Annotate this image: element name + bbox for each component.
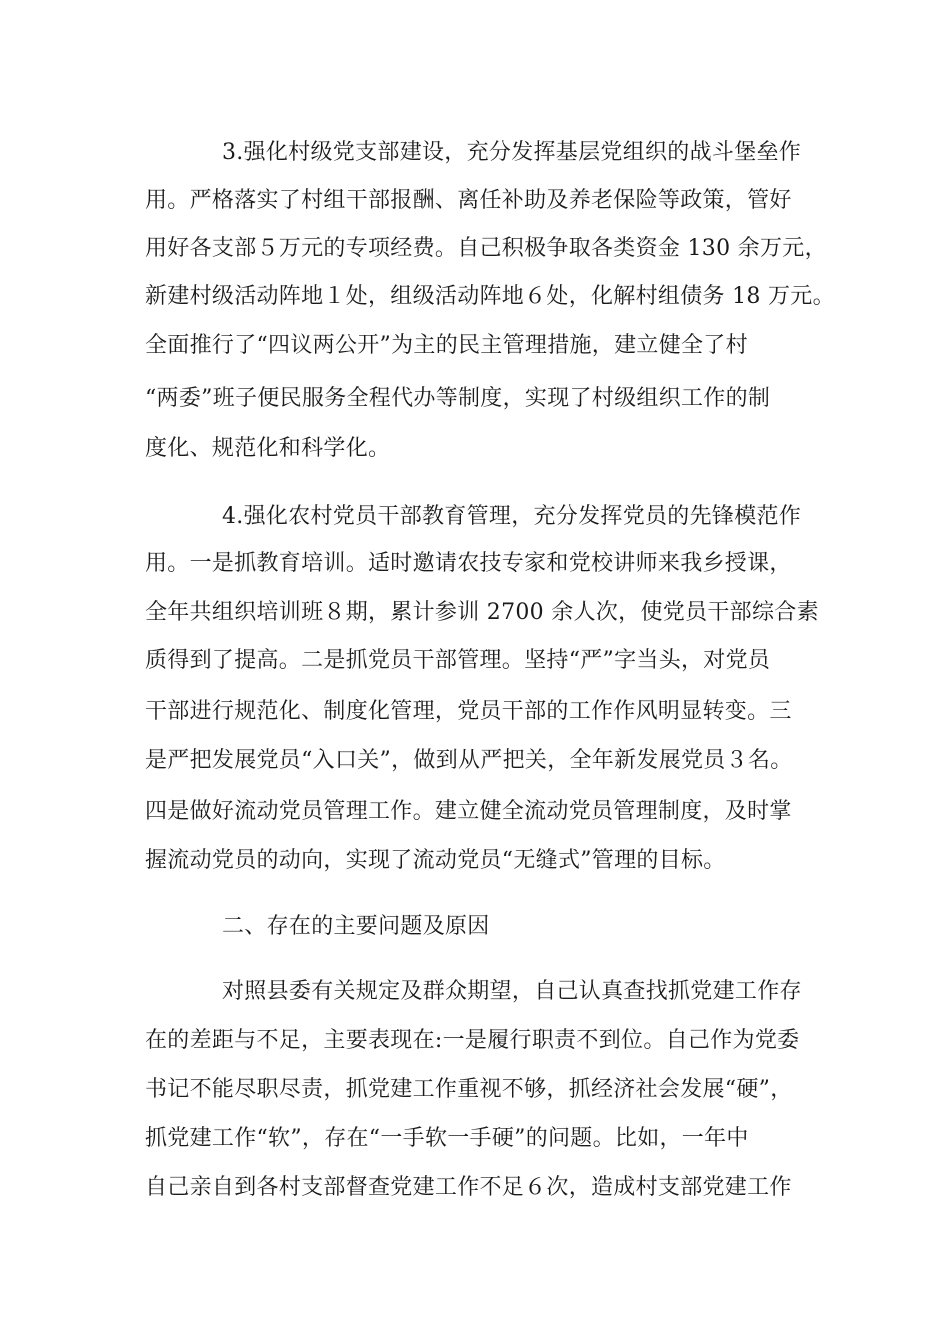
- section-heading: 二、存在的主要问题及原因: [222, 914, 490, 939]
- section3-line-6: “两委”班子便民服务全程代办等制度，实现了村级组织工作的制: [145, 386, 771, 411]
- section4-line-2: 用。一是抓教育培训。适时邀请农技专家和党校讲师来我乡授课，: [145, 551, 792, 576]
- section3-line-4: 新建村级活动阵地１处，组级活动阵地６处，化解村组债务 18 万元。: [145, 284, 835, 309]
- problems-line-2: 在的差距与不足，主要表现在:一是履行职责不到位。自己作为党委: [145, 1028, 800, 1053]
- section4-line-7: 四是做好流动党员管理工作。建立健全流动党员管理制度，及时掌: [145, 799, 792, 824]
- section4-line-4: 质得到了提高。二是抓党员干部管理。坚持“严”字当头，对党员: [145, 648, 771, 673]
- section4-line-8: 握流动党员的动向，实现了流动党员“无缝式”管理的目标。: [145, 848, 726, 873]
- problems-line-3: 书记不能尽职尽责，抓党建工作重视不够，抓经济社会发展“硬”，: [145, 1077, 793, 1102]
- problems-line-5: 自己亲自到各村支部督查党建工作不足６次，造成村支部党建工作: [145, 1175, 792, 1200]
- section3-line-5: 全面推行了“四议两公开”为主的民主管理措施，建立健全了村: [145, 333, 748, 358]
- section3-line-2: 用。严格落实了村组干部报酬、离任补助及养老保险等政策，管好: [145, 188, 792, 213]
- section4-line-1: 4.强化农村党员干部教育管理，充分发挥党员的先锋模范作: [222, 504, 802, 529]
- problems-line-4: 抓党建工作“软”，存在“一手软一手硬”的问题。比如，一年中: [145, 1126, 749, 1151]
- section3-line-7: 度化、规范化和科学化。: [145, 436, 391, 461]
- section3-line-3: 用好各支部５万元的专项经费。自己积极争取各类资金 130 余万元，: [145, 236, 827, 261]
- section4-line-5: 干部进行规范化、制度化管理，党员干部的工作作风明显转变。三: [145, 699, 792, 724]
- section4-line-6: 是严把发展党员“入口关”，做到从严把关，全年新发展党员３名。: [145, 748, 793, 773]
- problems-line-1: 对照县委有关规定及群众期望，自己认真查找抓党建工作存: [222, 979, 802, 1004]
- section3-line-1: 3.强化村级党支部建设，充分发挥基层党组织的战斗堡垒作: [222, 140, 802, 165]
- section4-line-3: 全年共组织培训班８期，累计参训 2700 余人次，使党员干部综合素: [145, 600, 819, 625]
